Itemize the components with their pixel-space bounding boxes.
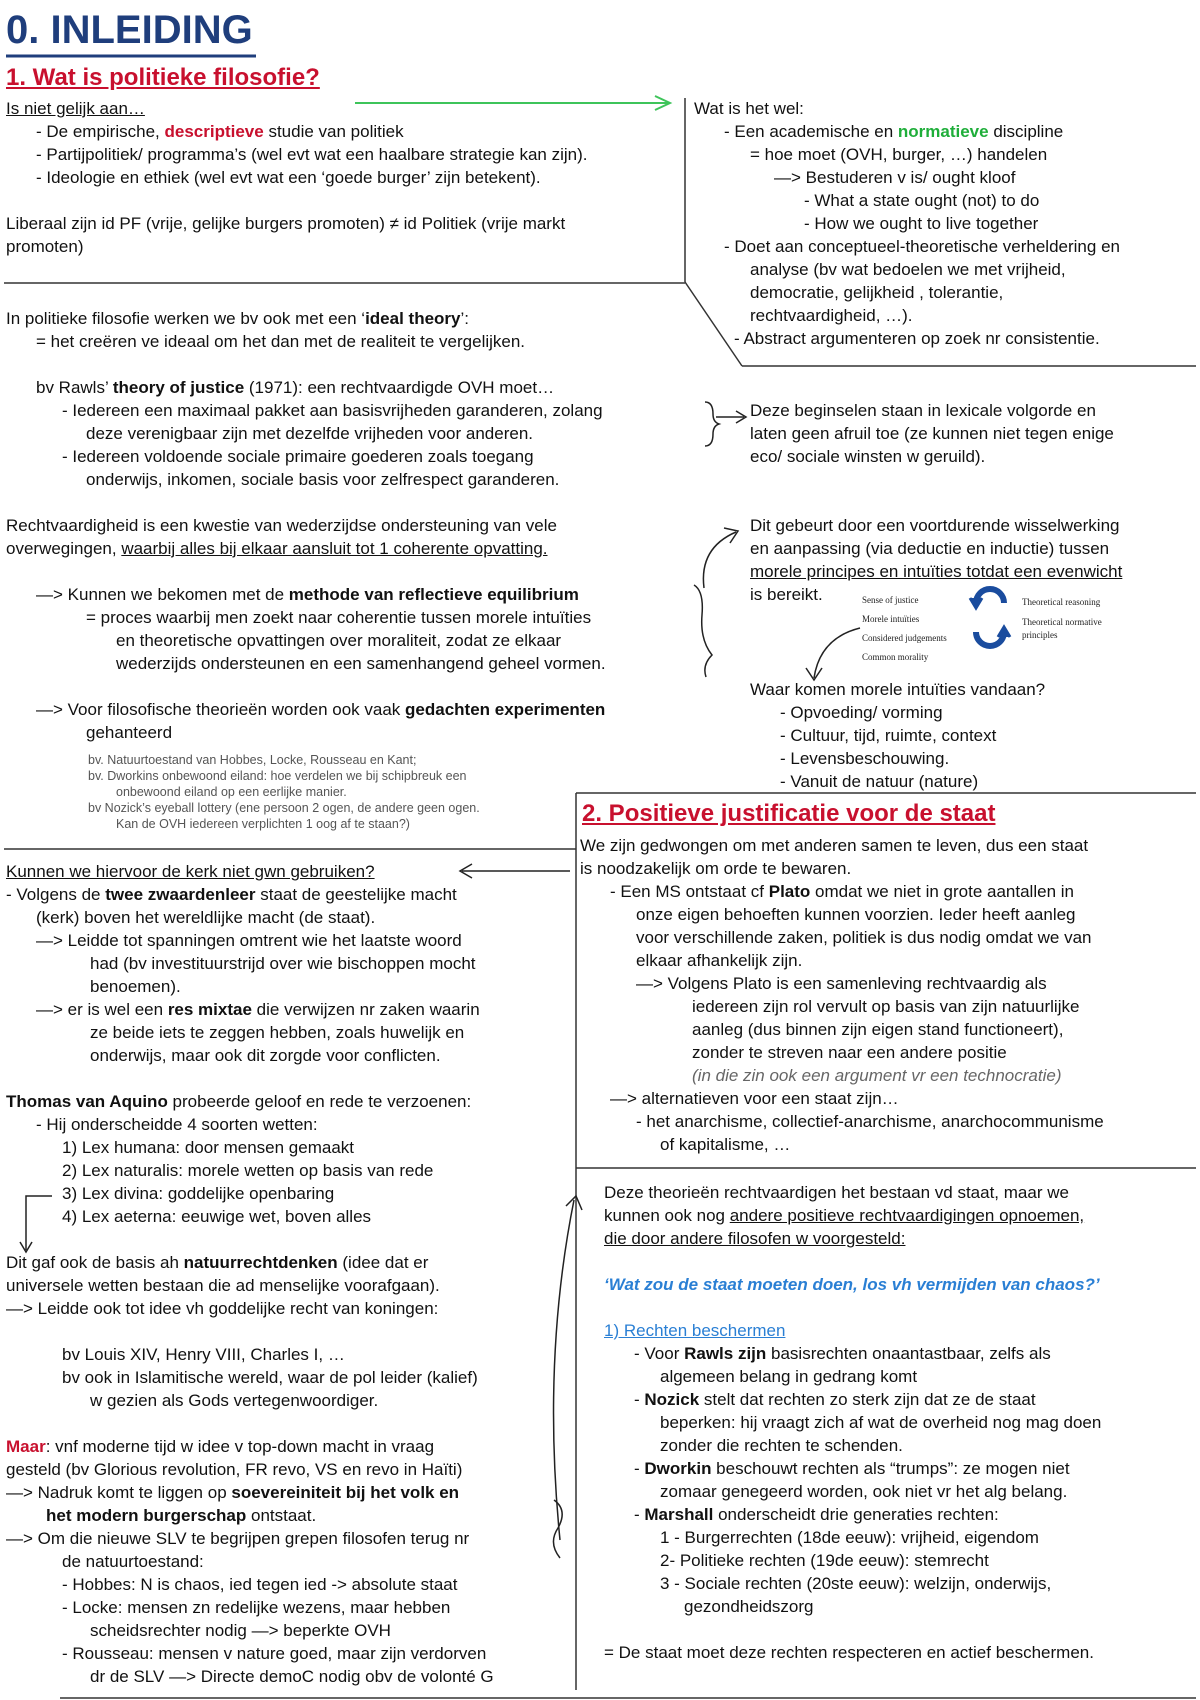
niet-gelijk-block xyxy=(6,97,588,258)
diagram-principles: principles xyxy=(1022,630,1058,640)
dworkin: Dworkin xyxy=(644,1459,712,1478)
r11: 3 - Sociale rechten (20ste eeuw): welzijn, onderwijs, xyxy=(660,1574,1052,1593)
rawls-zijn: Rawls zijn xyxy=(684,1344,767,1363)
rawls-r2: laten geen afruil toe (ze kunnen niet tegen enige xyxy=(750,424,1114,443)
plato: Plato xyxy=(768,882,811,901)
thought-experiments-list xyxy=(88,752,480,832)
kerk-l6c: die verwijzen nr zaken waarin xyxy=(251,1000,480,1019)
kerk-l2: (kerk) boven het wereldlijke macht (de staat). xyxy=(36,908,376,927)
reflective-block xyxy=(6,514,606,744)
rawls-l3: deze verenigbaar zijn met dezelfde vrijheden voor anderen. xyxy=(86,424,533,443)
aq-l6: 4) Lex aeterna: eeuwige wet, boven alles xyxy=(62,1207,372,1226)
s2-l2: is noodzakelijk om orde te bewaren. xyxy=(580,859,852,878)
m-l1b: : vnf moderne tijd w idee v top-down macht in vraag xyxy=(45,1437,435,1456)
diagram-sense-of-justice: Sense of justice xyxy=(862,595,919,605)
kerk-heading: Kunnen we hiervoor de kerk niet gwn gebruiken? xyxy=(6,862,375,881)
aq-l1b: probeerde geloof en rede te verzoenen: xyxy=(167,1092,472,1111)
m-l7: - Hobbes: N is chaos, ied tegen ied -> absolute staat xyxy=(62,1575,458,1594)
wel-l1c: discipline xyxy=(988,122,1064,141)
exp-3: onbewoond eiland op een eerlijke manier. xyxy=(116,785,347,799)
wel-l7: analyse (bv wat bedoelen we met vrijheid, xyxy=(750,260,1066,279)
refl-l6: wederzijds ondersteunen en een samenhangend geheel vormen. xyxy=(116,654,606,673)
niet-l2: - Partijpolitiek/ programma’s (wel evt wat een haalbare strategie kan zijn). xyxy=(36,145,588,164)
r7: zomaar genegeerd worden, ook niet vr het alg belang. xyxy=(660,1482,1068,1501)
nozick: Nozick xyxy=(644,1390,700,1409)
niet-gelijk-heading: Is niet gelijk aan… xyxy=(6,99,145,118)
reflectieve-equilibrium: methode van reflectieve equilibrium xyxy=(288,585,579,604)
theory-of-justice: theory of justice xyxy=(112,378,245,397)
s2-l4: onze eigen behoeften kunnen voorzien. Ieder heeft aanleg xyxy=(636,905,1076,924)
n-l6: w gezien als Gods vertegenwoordiger. xyxy=(90,1391,379,1410)
modern-burgerschap: het modern burgerschap xyxy=(46,1506,247,1525)
rawls-l1c: (1971): een rechtvaardigde OVH moet… xyxy=(244,378,555,397)
s2-l9: aanleg (dus binnen zijn eigen stand functioneert), xyxy=(692,1020,1064,1039)
r5: zonder die rechten te schenden. xyxy=(660,1436,903,1455)
rawls-r1: Deze beginselen staan in lexicale volgorde en xyxy=(750,401,1096,420)
kerk-l8: onderwijs, maar ook dit zorgde voor conflicten. xyxy=(90,1046,441,1065)
refl-r3: morele principes en intuïties totdat een evenwicht xyxy=(750,562,1123,581)
s2-l3a: - Een MS ontstaat cf xyxy=(610,882,769,901)
intuities-1: - Opvoeding/ vorming xyxy=(780,703,943,722)
refl-l8: gehanteerd xyxy=(86,723,173,742)
intuities-4: - Vanuit de natuur (nature) xyxy=(780,772,979,791)
wel-l3: —> Bestuderen v is/ ought kloof xyxy=(774,168,1016,187)
marshall: Marshall xyxy=(644,1505,714,1524)
refl-r1: Dit gebeurt door een voortdurende wisselwerking xyxy=(750,516,1120,535)
rawls-l5: onderwijs, inkomen, sociale basis voor zelfrespect garanderen. xyxy=(86,470,560,489)
rawls-block xyxy=(6,376,603,491)
r3a: - xyxy=(634,1390,645,1409)
maar: Maar xyxy=(6,1437,46,1456)
wat-wel-heading: Wat is het wel: xyxy=(694,99,804,118)
diagram-common-morality: Common morality xyxy=(862,652,929,662)
diagram-considered-judgements: Considered judgements xyxy=(862,633,947,643)
r6c: beschouwt rechten als “trumps”: ze mogen niet xyxy=(711,1459,1070,1478)
r1c: basisrechten onaantastbaar, zelfs als xyxy=(766,1344,1051,1363)
s2-l6: elkaar afhankelijk zijn. xyxy=(636,951,803,970)
r9: 1 - Burgerrechten (18de eeuw): vrijheid, eigendom xyxy=(660,1528,1039,1547)
intuities-3: - Levensbeschouwing. xyxy=(780,749,950,768)
aq-l2: - Hij onderscheidde 4 soorten wetten: xyxy=(36,1115,318,1134)
refl-l2a: overwegingen, xyxy=(6,539,122,558)
diagram-theoretical-normative: Theoretical normative xyxy=(1022,617,1102,627)
m-l10: - Rousseau: mensen v nature goed, maar zijn verdorven xyxy=(62,1644,487,1663)
ideal-theory-block xyxy=(6,307,525,353)
kerk-l4: had (bv investituurstrijd over wie bischoppen mocht xyxy=(90,954,476,973)
refl-r4: is bereikt. xyxy=(750,585,823,604)
wel-l5: - How we ought to live together xyxy=(804,214,1039,233)
s2-l8: iedereen zijn rol vervult op basis van zijn natuurlijke xyxy=(692,997,1080,1016)
res-mixtae: res mixtae xyxy=(167,1000,252,1019)
descriptieve: descriptieve xyxy=(164,122,264,141)
exp-4: bv Nozick’s eyeball lottery (ene persoon 2 ogen, de andere geen ogen. xyxy=(88,801,480,815)
n-l4: bv Louis XIV, Henry VIII, Charles I, … xyxy=(62,1345,345,1364)
s2-l7: —> Volgens Plato is een samenleving rechtvaardig als xyxy=(636,974,1047,993)
kerk-l7: ze beide iets te zeggen hebben, zoals huwelijk en xyxy=(90,1023,465,1042)
s2-l12: —> alternatieven voor een staat zijn… xyxy=(610,1089,899,1108)
s2-l13: - het anarchisme, collectief-anarchisme, anarchocommunisme xyxy=(636,1112,1104,1131)
m-l8: - Locke: mensen zn redelijke wezens, maar hebben xyxy=(62,1598,451,1617)
n-l1a: Dit gaf ook de basis ah xyxy=(6,1253,184,1272)
exp-1: bv. Natuurtoestand van Hobbes, Locke, Rousseau en Kant; xyxy=(88,753,417,767)
intuities-question: Waar komen morele intuïties vandaan? xyxy=(750,680,1046,699)
r2: algemeen belang in gedrang komt xyxy=(660,1367,918,1386)
refl-r2: en aanpassing (via deductie en inductie) tussen xyxy=(750,539,1110,558)
n-l1c: (idee dat er xyxy=(337,1253,429,1272)
t-l3: die door andere filosofen w voorgesteld: xyxy=(604,1229,906,1248)
kerk-l1c: staat de geestelijke macht xyxy=(255,885,457,904)
rawls-r3: eco/ sociale winsten w geruild). xyxy=(750,447,986,466)
refl-l1: Rechtvaardigheid is een kwestie van wederzijdse ondersteuning van vele xyxy=(6,516,557,535)
kerk-l1a: - Volgens de xyxy=(6,885,106,904)
wel-l4: - What a state ought (not) to do xyxy=(804,191,1040,210)
thomas-van-aquino: Thomas van Aquino xyxy=(6,1092,168,1111)
rawls-l2: - Iedereen een maximaal pakket aan basisvrijheden garanderen, zolang xyxy=(62,401,603,420)
wel-l2: = hoe moet (OVH, burger, …) handelen xyxy=(750,145,1048,164)
refl-l5: en theoretische opvattingen over moraliteit, zodat ze elkaar xyxy=(116,631,562,650)
s2-l10: zonder te streven naar een andere positie xyxy=(692,1043,1007,1062)
r8c: onderscheidt drie generaties rechten: xyxy=(713,1505,999,1524)
soevereiniteit: soevereiniteit bij het volk en xyxy=(231,1483,460,1502)
m-l11: dr de SLV —> Directe demoC nodig obv de volonté G xyxy=(90,1667,494,1686)
rawls-right-block xyxy=(750,399,1114,468)
ideal-theory: ideal theory xyxy=(365,309,461,328)
r10: 2- Politieke rechten (19de eeuw): stemrecht xyxy=(660,1551,989,1570)
rechten-beschermen-heading: 1) Rechten beschermen xyxy=(604,1321,786,1340)
rawls-l4: - Iedereen voldoende sociale primaire goederen zoals toegang xyxy=(62,447,534,466)
t-l1: Deze theorieën rechtvaardigen het bestaan vd staat, maar we xyxy=(604,1183,1069,1202)
niet-l1c: studie van politiek xyxy=(263,122,404,141)
niet-l3: - Ideologie en ethiek (wel evt wat een ‘goede burger’ zijn betekent). xyxy=(36,168,541,187)
wel-l1a: - Een academische en xyxy=(724,122,898,141)
kerk-block xyxy=(6,860,494,1688)
ideal-l1a: In politieke filosofie werken we bv ook met een ‘ xyxy=(6,309,366,328)
section-2-block xyxy=(580,834,1104,1156)
refl-l7a: —> Voor filosofische theorieën worden ook vaak xyxy=(36,700,406,719)
reflective-right-block xyxy=(750,514,1122,606)
liberaal-line-2: promoten) xyxy=(6,237,84,256)
kerk-l6a: —> er is wel een xyxy=(36,1000,168,1019)
staat-question: ‘Wat zou de staat moeten doen, los vh vermijden van chaos?’ xyxy=(604,1275,1100,1294)
diagram-theoretical-reasoning: Theoretical reasoning xyxy=(1022,597,1101,607)
natuurrechtdenken: natuurrechtdenken xyxy=(183,1253,338,1272)
r1a: - Voor xyxy=(634,1344,685,1363)
rawls-l1a: bv Rawls’ xyxy=(36,378,113,397)
r12: gezondheidszorg xyxy=(684,1597,814,1616)
s2-l3c: omdat we niet in grote aantallen in xyxy=(810,882,1074,901)
ideal-l1c: ’: xyxy=(460,309,469,328)
r6a: - xyxy=(634,1459,645,1478)
r4: beperken: hij vraagt zich af wat de overheid nog mag doen xyxy=(660,1413,1102,1432)
t-l2b: andere positieve rechtvaardigingen opnoemen, xyxy=(729,1206,1085,1225)
aq-l4: 2) Lex naturalis: morele wetten op basis van rede xyxy=(62,1161,434,1180)
m-l3a: —> Nadruk komt te liggen op xyxy=(6,1483,232,1502)
n-l5: bv ook in Islamitische wereld, waar de pol leider (kalief) xyxy=(62,1368,478,1387)
section-2-heading: 2. Positieve justificatie voor de staat xyxy=(582,800,996,827)
t-l2a: kunnen ook nog xyxy=(604,1206,730,1225)
m-l4b: ontstaat. xyxy=(246,1506,317,1525)
kerk-l5: benoemen). xyxy=(90,977,181,996)
n-l2: universele wetten bestaan die ad menselijke voorafgaan). xyxy=(6,1276,440,1295)
niet-l1a: - De empirische, xyxy=(36,122,165,141)
m-l2: gesteld (bv Glorious revolution, FR revo, VS en revo in Haïti) xyxy=(6,1460,463,1479)
intuities-block xyxy=(750,678,1045,793)
aq-l5: 3) Lex divina: goddelijke openbaring xyxy=(62,1184,335,1203)
normatieve: normatieve xyxy=(897,122,989,141)
refl-l2b: waarbij alles bij elkaar aansluit tot 1 coherente opvatting. xyxy=(121,539,548,558)
r8a: - xyxy=(634,1505,645,1524)
s2-l11: (in die zin ook een argument vr een technocratie) xyxy=(692,1066,1062,1085)
s2-conclusion: = De staat moet deze rechten respecteren en actief beschermen. xyxy=(604,1643,1094,1662)
m-l9: scheidsrechter nodig —> beperkte OVH xyxy=(90,1621,391,1640)
m-l6: de natuurtoestand: xyxy=(62,1552,204,1571)
refl-l3a: —> Kunnen we bekomen met de xyxy=(36,585,289,604)
wel-l10: - Abstract argumenteren op zoek nr consistentie. xyxy=(734,329,1100,348)
wel-l8: democratie, gelijkheid , tolerantie, xyxy=(750,283,1004,302)
refl-l4: = proces waarbij men zoekt naar coherentie tussen morele intuïties xyxy=(86,608,592,627)
r3c: stelt dat rechten zo sterk zijn dat ze de staat xyxy=(699,1390,1036,1409)
twee-zwaardenleer: twee zwaardenleer xyxy=(105,885,256,904)
theories-block xyxy=(604,1181,1101,1664)
exp-5: Kan de OVH iedereen verplichten 1 oog af te staan?) xyxy=(116,817,410,831)
m-l5: —> Om die nieuwe SLV te begrijpen grepen filosofen terug nr xyxy=(6,1529,470,1548)
intuities-2: - Cultuur, tijd, ruimte, context xyxy=(780,726,997,745)
liberaal-line-1: Liberaal zijn id PF (vrije, gelijke burgers promoten) ≠ id Politiek (vrije markt xyxy=(6,214,566,233)
wel-l6: - Doet aan conceptueel-theoretische verheldering en xyxy=(724,237,1120,256)
s2-l14: of kapitalisme, … xyxy=(660,1135,791,1154)
ideal-l2: = het creëren ve ideaal om het dan met de realiteit te vergelijken. xyxy=(36,332,526,351)
kerk-l3: —> Leidde tot spanningen omtrent wie het laatste woord xyxy=(36,931,462,950)
page-title: 0. INLEIDING xyxy=(6,8,253,52)
wel-l9: rechtvaardigheid, …). xyxy=(750,306,913,325)
wat-wel-block xyxy=(694,97,1120,350)
exp-2: bv. Dworkins onbewoond eiland: hoe verdelen we bij schipbreuk een xyxy=(88,769,467,783)
diagram-morele-intuities: Morele intuïties xyxy=(862,614,920,624)
aq-l3: 1) Lex humana: door mensen gemaakt xyxy=(62,1138,355,1157)
n-l3: —> Leidde ook tot idee vh goddelijke recht van koningen: xyxy=(6,1299,439,1318)
s2-l5: voor verschillende zaken, politiek is dus nodig omdat we van xyxy=(636,928,1092,947)
gedachten-experimenten: gedachten experimenten xyxy=(405,700,606,719)
s2-l1: We zijn gedwongen om met anderen samen te leven, dus een staat xyxy=(580,836,1089,855)
section-1-heading: 1. Wat is politieke filosofie? xyxy=(6,64,320,91)
